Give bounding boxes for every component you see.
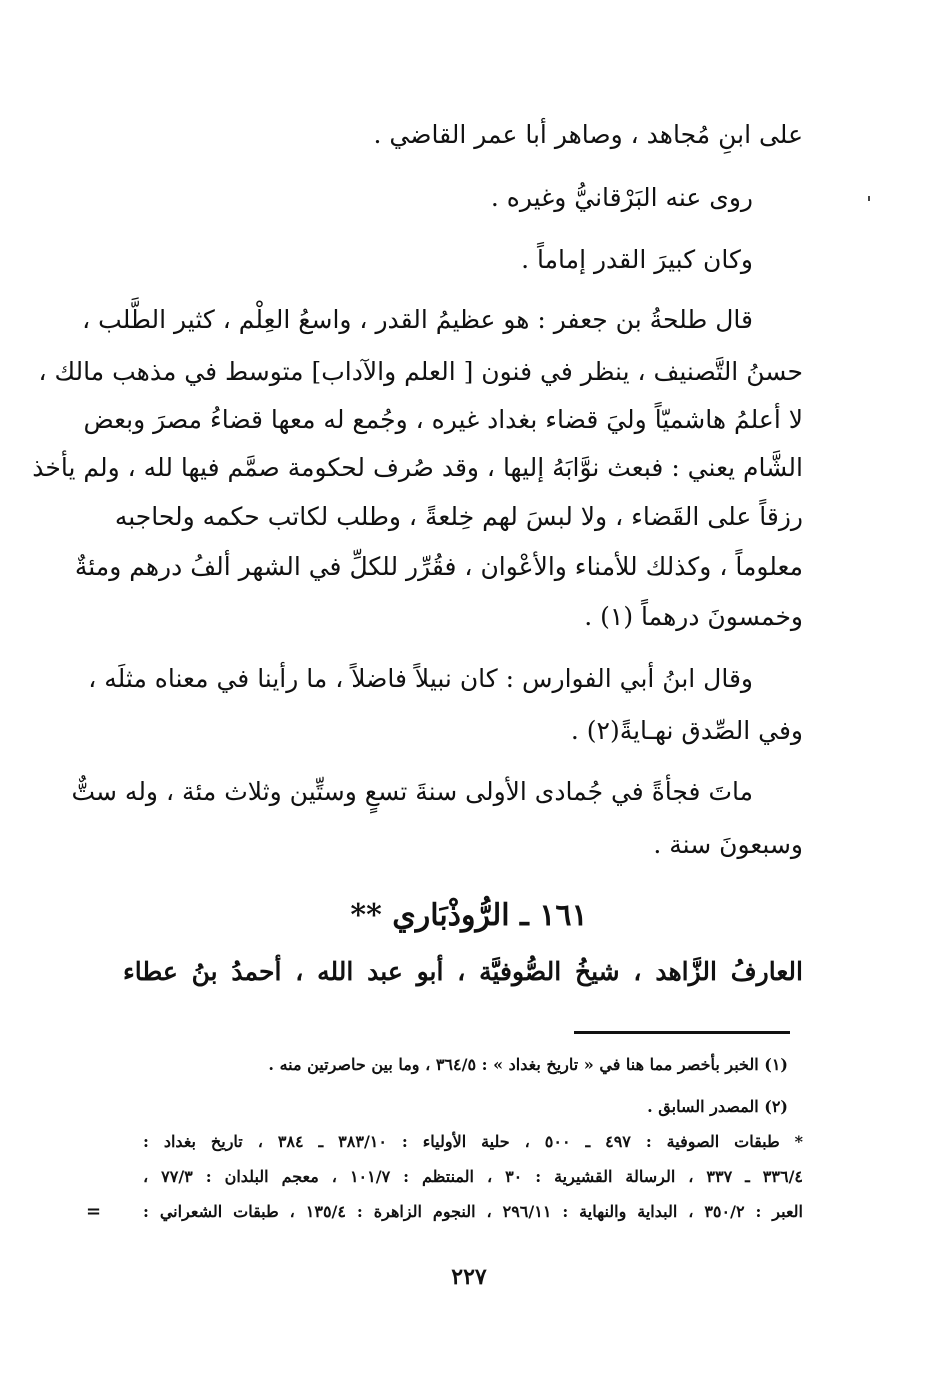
footnote-2: (٢) المصدر السابق . [647,1097,788,1116]
scan-speck [868,196,870,201]
text-line-10: وخمسونَ درهماً (١) . [584,602,803,631]
footnote-1: (١) الخبر بأخصر مما هنا في « تاريخ بغداد » : ٣٦٤/٥ ، وما بين حاصرتين منه . [268,1055,788,1074]
text-line-2: روى عنه البَرْقانيُّ وغيره . [490,183,753,212]
footnote-sources-line-2: ٣٣٦/٤ ـ ٣٣٧ ، الرسالة القشيرية : ٣٠ ، المنتظم : ١٠١/٧ ، معجم البلدان : ٧٧/٣ ، [143,1167,804,1186]
footnote-divider [574,1031,790,1034]
page-number: ٢٢٧ [451,1264,487,1290]
footnote-sources-line-1: * طبقات الصوفية : ٤٩٧ ـ ٥٠٠ ، حلية الأولياء : ٣٨٣/١٠ ـ ٣٨٤ ، تاريخ بغداد : [143,1132,804,1151]
text-line-1: على ابنِ مُجاهد ، وصاهر أبا عمر القاضي . [373,120,803,149]
text-line-14: وسبعونَ سنة . [653,830,803,859]
footnote-sources-line-3: العبر : ٣٥٠/٢ ، البداية والنهاية : ٢٩٦/١١ ، النجوم الزاهرة : ١٣٥/٤ ، طبقات الشعراني : [143,1202,803,1221]
text-line-5: حسنُ التَّصنيف ، ينظر في فنون [ العلم والآداب] متوسط في مذهب مالك ، [38,357,803,386]
text-line-6: لا أعلمُ هاشميّاً وليَ قضاء بغداد غيره ، وجُمع له معها قضاءُ مصرَ وبعض [83,405,803,434]
text-line-3: وكان كبيرَ القدر إماماً . [521,245,753,274]
text-line-12: وفي الصِّدق نهـايةً(٢) . [570,716,803,745]
text-line-8: رزقاً على القَضاء ، ولا لبسَ لهم خِلعةً ، وطلب لكاتب حكمه ولحاجبه [114,502,803,531]
text-line-9: معلوماً ، وكذلك للأمناء والأعْوان ، فقُرِّر للكلِّ في الشهر ألفُ درهم ومئةٌ [74,552,803,581]
entry-first-line: العارفُ الزَّاهد ، شيخُ الصُّوفيَّة ، أبو عبد الله ، أحمدُ بنُ عطاء [123,957,803,986]
text-line-7: الشَّام يعني : فبعث نوَّابَهُ إليها ، وقد صُرف لحكومة صمَّم فيها لله ، ولم يأخذ [32,453,803,482]
text-line-4: قال طلحةُ بن جعفر : هو عظيمُ القدر ، واسعُ العِلْم ، كثير الطَّلب ، [82,305,753,334]
text-line-11: وقال ابنُ أبي الفوارس : كان نبيلاً فاضلاً ، ما رأينا في معناه مثلَه ، [88,664,753,693]
continuation-mark: = [86,1201,102,1222]
entry-heading: ١٦١ ـ الرُّوذْبَاري ** [350,898,588,933]
text-line-13: ماتَ فجأةً في جُمادى الأولى سنةَ تسعٍ وستِّين وثلاث مئة ، وله ستٌّ [71,777,753,806]
